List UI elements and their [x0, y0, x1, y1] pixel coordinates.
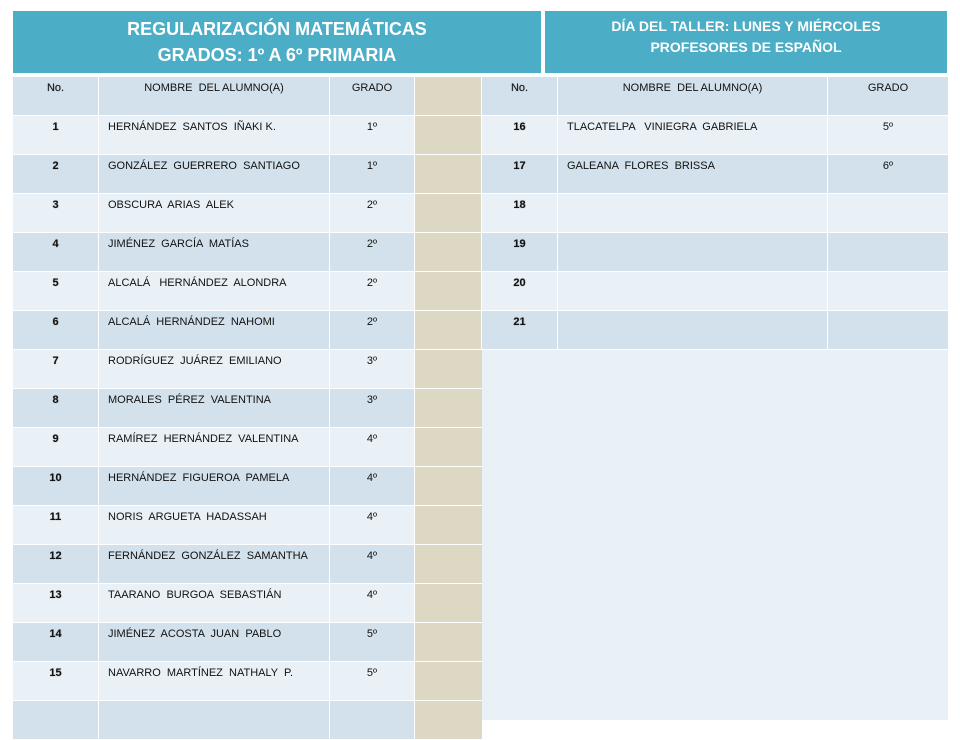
table-row — [13, 428, 483, 467]
table-row — [13, 389, 483, 428]
student-name: HERNÁNDEZ FIGUEROA PAMELA — [108, 472, 290, 484]
spacer-cell — [415, 311, 483, 350]
spacer-cell — [415, 116, 483, 155]
student-grade-cell — [828, 155, 949, 194]
student-grade-cell — [330, 506, 415, 545]
student-name: MORALES PÉREZ VALENTINA — [108, 394, 272, 406]
student-name-cell — [558, 155, 828, 194]
student-number-cell — [13, 194, 99, 233]
table-row — [482, 116, 949, 155]
student-grade — [330, 701, 414, 706]
student-grade-cell — [330, 272, 415, 311]
table-row — [13, 194, 483, 233]
empty-panel — [482, 349, 948, 720]
student-name-cell — [99, 545, 330, 584]
info-line-2: PROFESORES DE ESPAÑOL — [650, 39, 842, 55]
student-number: 20 — [513, 277, 526, 289]
spacer-cell — [415, 350, 483, 389]
title-banner — [12, 10, 542, 74]
student-grade-cell — [330, 311, 415, 350]
student-grade — [828, 272, 948, 277]
student-name: FERNÁNDEZ GONZÁLEZ SAMANTHA — [108, 550, 308, 562]
student-grade: 6º — [882, 160, 894, 172]
student-name-cell — [99, 233, 330, 272]
student-name — [558, 194, 827, 199]
table-row — [482, 272, 949, 311]
student-number-cell — [482, 311, 558, 350]
student-grade: 2º — [366, 277, 378, 289]
student-grade-cell — [828, 116, 949, 155]
student-name: NAVARRO MARTÍNEZ NATHALY P. — [108, 667, 294, 679]
student-number: 6 — [52, 316, 59, 328]
column-header-name-cell — [99, 77, 330, 116]
student-grade-cell — [330, 155, 415, 194]
info-banner — [544, 10, 948, 74]
student-number-cell — [13, 701, 99, 740]
table-row — [482, 233, 949, 272]
student-name-cell — [99, 623, 330, 662]
student-number-cell — [482, 194, 558, 233]
student-name: RODRÍGUEZ JUÁREZ EMILIANO — [108, 355, 282, 367]
table-row — [13, 116, 483, 155]
table-row — [13, 506, 483, 545]
student-number: 9 — [52, 433, 59, 445]
table-row — [482, 311, 949, 350]
student-number-cell — [13, 116, 99, 155]
table-row — [13, 311, 483, 350]
student-number: 15 — [49, 667, 62, 679]
student-name-cell — [99, 350, 330, 389]
student-grade: 1º — [366, 121, 378, 133]
student-name: GONZÁLEZ GUERRERO SANTIAGO — [108, 160, 300, 172]
student-name-cell — [99, 389, 330, 428]
column-header-name: NOMBRE DEL ALUMNO(A) — [144, 82, 284, 94]
spacer-cell — [415, 272, 483, 311]
spacer-cell — [415, 155, 483, 194]
student-number — [13, 701, 98, 706]
spacer-cell — [415, 233, 483, 272]
student-number: 7 — [52, 355, 59, 367]
table-row — [13, 155, 483, 194]
student-number: 18 — [513, 199, 526, 211]
spacer-cell — [415, 467, 483, 506]
table-header-row — [482, 77, 949, 116]
student-number-cell — [13, 506, 99, 545]
student-name: ALCALÁ HERNÁNDEZ NAHOMI — [108, 316, 275, 328]
student-number: 8 — [52, 394, 59, 406]
table-row — [13, 662, 483, 701]
student-number: 12 — [49, 550, 62, 562]
student-name: TLACATELPA VINIEGRA GABRIELA — [567, 121, 758, 133]
student-name: JIMÉNEZ ACOSTA JUAN PABLO — [108, 628, 282, 640]
student-number-cell — [13, 662, 99, 701]
student-name — [558, 311, 827, 316]
student-number: 13 — [49, 589, 62, 601]
spacer-cell — [415, 428, 483, 467]
student-grade-cell — [330, 194, 415, 233]
student-number: 3 — [52, 199, 59, 211]
student-number-cell — [482, 116, 558, 155]
student-grade — [828, 233, 948, 238]
student-number-cell — [13, 428, 99, 467]
student-grade: 4º — [366, 589, 378, 601]
column-header-name: NOMBRE DEL ALUMNO(A) — [622, 82, 763, 94]
student-name: RAMÍREZ HERNÁNDEZ VALENTINA — [108, 433, 299, 445]
student-number-cell — [13, 623, 99, 662]
student-number-cell — [13, 389, 99, 428]
student-grade: 5º — [366, 667, 378, 679]
student-grade-cell — [330, 545, 415, 584]
spacer-cell — [415, 389, 483, 428]
student-grade-cell — [330, 701, 415, 740]
student-grade: 5º — [366, 628, 378, 640]
student-grade: 3º — [366, 394, 378, 406]
student-name: HERNÁNDEZ SANTOS IÑAKI K. — [108, 121, 276, 133]
student-number: 10 — [49, 472, 62, 484]
spacer-cell — [415, 506, 483, 545]
student-grade — [828, 194, 948, 199]
spacer-cell — [415, 701, 483, 740]
column-header-no: No. — [510, 82, 529, 94]
student-name: OBSCURA ARIAS ALEK — [108, 199, 234, 211]
table-row — [13, 233, 483, 272]
table-row — [13, 584, 483, 623]
student-name: GALEANA FLORES BRISSA — [567, 160, 715, 172]
student-grade: 4º — [366, 511, 378, 523]
table-row — [482, 155, 949, 194]
student-number: 21 — [513, 316, 526, 328]
student-number: 4 — [52, 238, 59, 250]
table-row — [13, 467, 483, 506]
student-grade-cell — [828, 233, 949, 272]
student-grade-cell — [330, 233, 415, 272]
student-number-cell — [13, 155, 99, 194]
spacer-cell — [415, 623, 483, 662]
student-table-right — [481, 76, 949, 350]
student-number-cell — [13, 545, 99, 584]
student-name — [99, 701, 329, 706]
student-grade: 1º — [366, 160, 378, 172]
student-number: 14 — [49, 628, 62, 640]
student-name-cell — [558, 272, 828, 311]
student-grade-cell — [330, 467, 415, 506]
student-number: 11 — [49, 511, 62, 523]
student-name-cell — [99, 428, 330, 467]
student-grade: 2º — [366, 238, 378, 250]
student-number: 1 — [52, 121, 59, 133]
student-name: ALCALÁ HERNÁNDEZ ALONDRA — [108, 277, 287, 289]
student-grade: 2º — [366, 199, 378, 211]
student-grade: 4º — [366, 433, 378, 445]
student-grade: 3º — [366, 355, 378, 367]
student-name-cell — [558, 311, 828, 350]
student-name-cell — [99, 116, 330, 155]
spacer-cell — [415, 662, 483, 701]
column-header-no: No. — [46, 82, 65, 94]
student-grade-cell — [330, 350, 415, 389]
info-line-1: DÍA DEL TALLER: LUNES Y MIÉRCOLES — [611, 18, 881, 34]
student-name-cell — [558, 194, 828, 233]
table-row — [13, 545, 483, 584]
table-header-row — [13, 77, 483, 116]
spacer-cell — [415, 77, 483, 116]
student-name-cell — [99, 311, 330, 350]
student-grade-cell — [330, 662, 415, 701]
student-grade-cell — [828, 311, 949, 350]
student-number-cell — [13, 467, 99, 506]
student-number-cell — [13, 350, 99, 389]
spacer-cell — [415, 194, 483, 233]
table-row — [482, 194, 949, 233]
student-name: JIMÉNEZ GARCÍA MATÍAS — [108, 238, 249, 250]
student-name — [558, 233, 827, 238]
column-header-name-cell — [558, 77, 828, 116]
column-header-grade-cell — [828, 77, 949, 116]
student-name: NORIS ARGUETA HADASSAH — [108, 511, 267, 523]
student-name-cell — [558, 233, 828, 272]
student-grade-cell — [330, 389, 415, 428]
spacer-cell — [415, 545, 483, 584]
student-grade-cell — [330, 623, 415, 662]
student-number: 16 — [513, 121, 526, 133]
column-header-no-cell — [13, 77, 99, 116]
student-number-cell — [482, 155, 558, 194]
student-table-left — [12, 76, 483, 740]
student-grade — [828, 311, 948, 316]
student-name-cell — [99, 701, 330, 740]
table-row — [13, 623, 483, 662]
table-row — [13, 701, 483, 740]
student-number-cell — [482, 233, 558, 272]
student-name-cell — [99, 506, 330, 545]
student-name-cell — [99, 584, 330, 623]
student-grade: 2º — [366, 316, 378, 328]
student-name — [558, 272, 827, 277]
table-row — [13, 272, 483, 311]
column-header-no-cell — [482, 77, 558, 116]
student-name-cell — [99, 155, 330, 194]
student-grade-cell — [330, 584, 415, 623]
student-number: 5 — [52, 277, 59, 289]
column-header-grade: GRADO — [351, 82, 393, 94]
student-grade: 5º — [882, 121, 894, 133]
table-row — [13, 350, 483, 389]
student-number-cell — [13, 272, 99, 311]
student-number: 17 — [513, 160, 526, 172]
student-name-cell — [99, 194, 330, 233]
student-grade-cell — [828, 272, 949, 311]
spacer-cell — [415, 584, 483, 623]
title-line-2: GRADOS: 1º A 6º PRIMARIA — [157, 45, 397, 65]
student-number-cell — [13, 311, 99, 350]
student-grade: 4º — [366, 550, 378, 562]
student-grade-cell — [828, 194, 949, 233]
student-number-cell — [13, 233, 99, 272]
student-name-cell — [558, 116, 828, 155]
student-name-cell — [99, 272, 330, 311]
student-number: 19 — [513, 238, 526, 250]
title-line-1: REGULARIZACIÓN MATEMÁTICAS — [127, 19, 427, 39]
student-name: TAARANO BURGOA SEBASTIÁN — [108, 589, 282, 601]
student-number-cell — [482, 272, 558, 311]
student-number-cell — [13, 584, 99, 623]
student-name-cell — [99, 467, 330, 506]
student-number: 2 — [52, 160, 59, 172]
column-header-grade: GRADO — [867, 82, 909, 94]
column-header-grade-cell — [330, 77, 415, 116]
student-grade-cell — [330, 116, 415, 155]
student-name-cell — [99, 662, 330, 701]
student-grade-cell — [330, 428, 415, 467]
student-grade: 4º — [366, 472, 378, 484]
